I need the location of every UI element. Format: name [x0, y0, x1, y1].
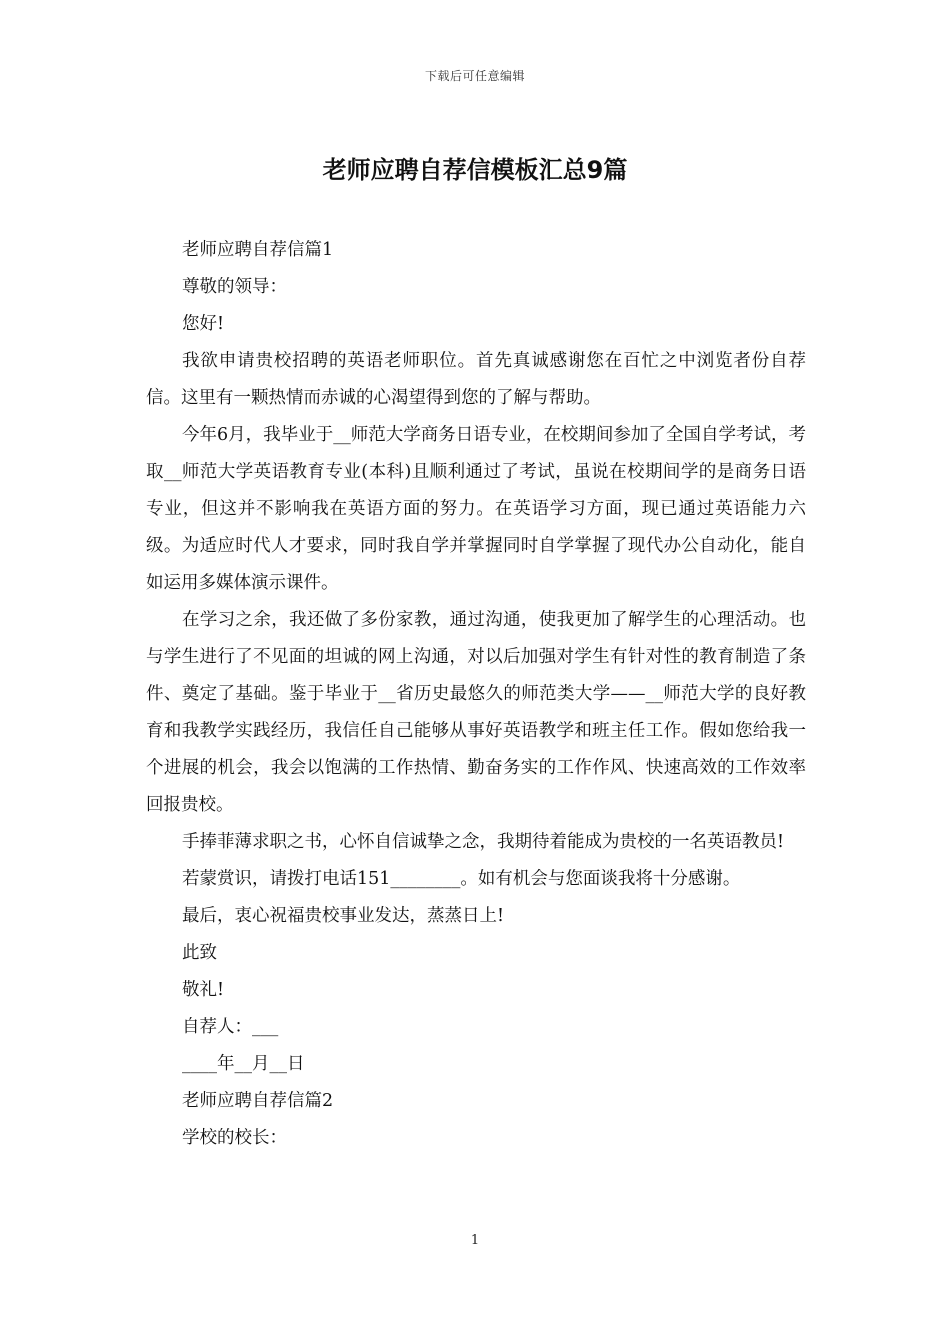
- header-note: 下载后可任意编辑: [424, 69, 525, 83]
- body-paragraph: 我欲申请贵校招聘的英语老师职位。首先真诚感谢您在百忙之中浏览者份自荐信。这里有一颗热情而赤诚的心渴望得到您的了解与帮助。: [146, 351, 806, 408]
- closing-phrase: 此致: [182, 943, 217, 963]
- section-heading: 老师应聘自荐信篇2: [182, 1091, 334, 1111]
- salutation: 学校的校长：: [182, 1128, 287, 1148]
- body-paragraph: 在学习之余，我还做了多份家教，通过沟通，使我更加了解学生的心理活动。也与学生进行了不见面的坦诚的网上沟通，对以后加强对学生有针对性的教育制造了条件、奠定了基础。鉴于毕业于__省历史最悠久的师范类大学——__师范大学的良好教育和我教学实践经历，我信任自己能够从事好英语教学和班主任工作。假如您给我一个进展的机会，我会以饱满的工作热情、勤奋务实的工作作风、快速高效的工作效率回报贵校。: [146, 610, 806, 815]
- closing-wish: 最后，衷心祝福贵校事业发达，蒸蒸日上!: [182, 906, 505, 926]
- page-number: 1: [470, 1233, 480, 1248]
- body-paragraph: 手捧菲薄求职之书，心怀自信诚挚之念，我期待着能成为贵校的一名英语教员!: [182, 832, 785, 852]
- salutation: 尊敬的领导：: [182, 277, 287, 297]
- document-body: [146, 232, 806, 1157]
- document-title: 老师应聘自荐信模板汇总9篇: [322, 156, 628, 184]
- section-heading: 老师应聘自荐信篇1: [182, 240, 334, 260]
- body-paragraph: 今年6月，我毕业于__师范大学商务日语专业，在校期间参加了全国自学考试，考取__师范大学英语教育专业(本科)且顺利通过了考试，虽说在校期间学的是商务日语专业，但这并不影响我在英语方面的努力。在英语学习方面，现已通过英语能力六级。为适应时代人才要求，同时我自学并掌握同时自学掌握了现代办公自动化，能自如运用多媒体演示课件。: [146, 425, 806, 593]
- greeting: 您好!: [182, 314, 225, 334]
- date-line: ____年__月__日: [182, 1054, 305, 1074]
- closing-salute: 敬礼!: [182, 980, 225, 1000]
- signature-line: 自荐人：___: [182, 1017, 279, 1037]
- contact-paragraph: 若蒙赏识，请拨打电话151________。如有机会与您面谈我将十分感谢。: [182, 869, 741, 889]
